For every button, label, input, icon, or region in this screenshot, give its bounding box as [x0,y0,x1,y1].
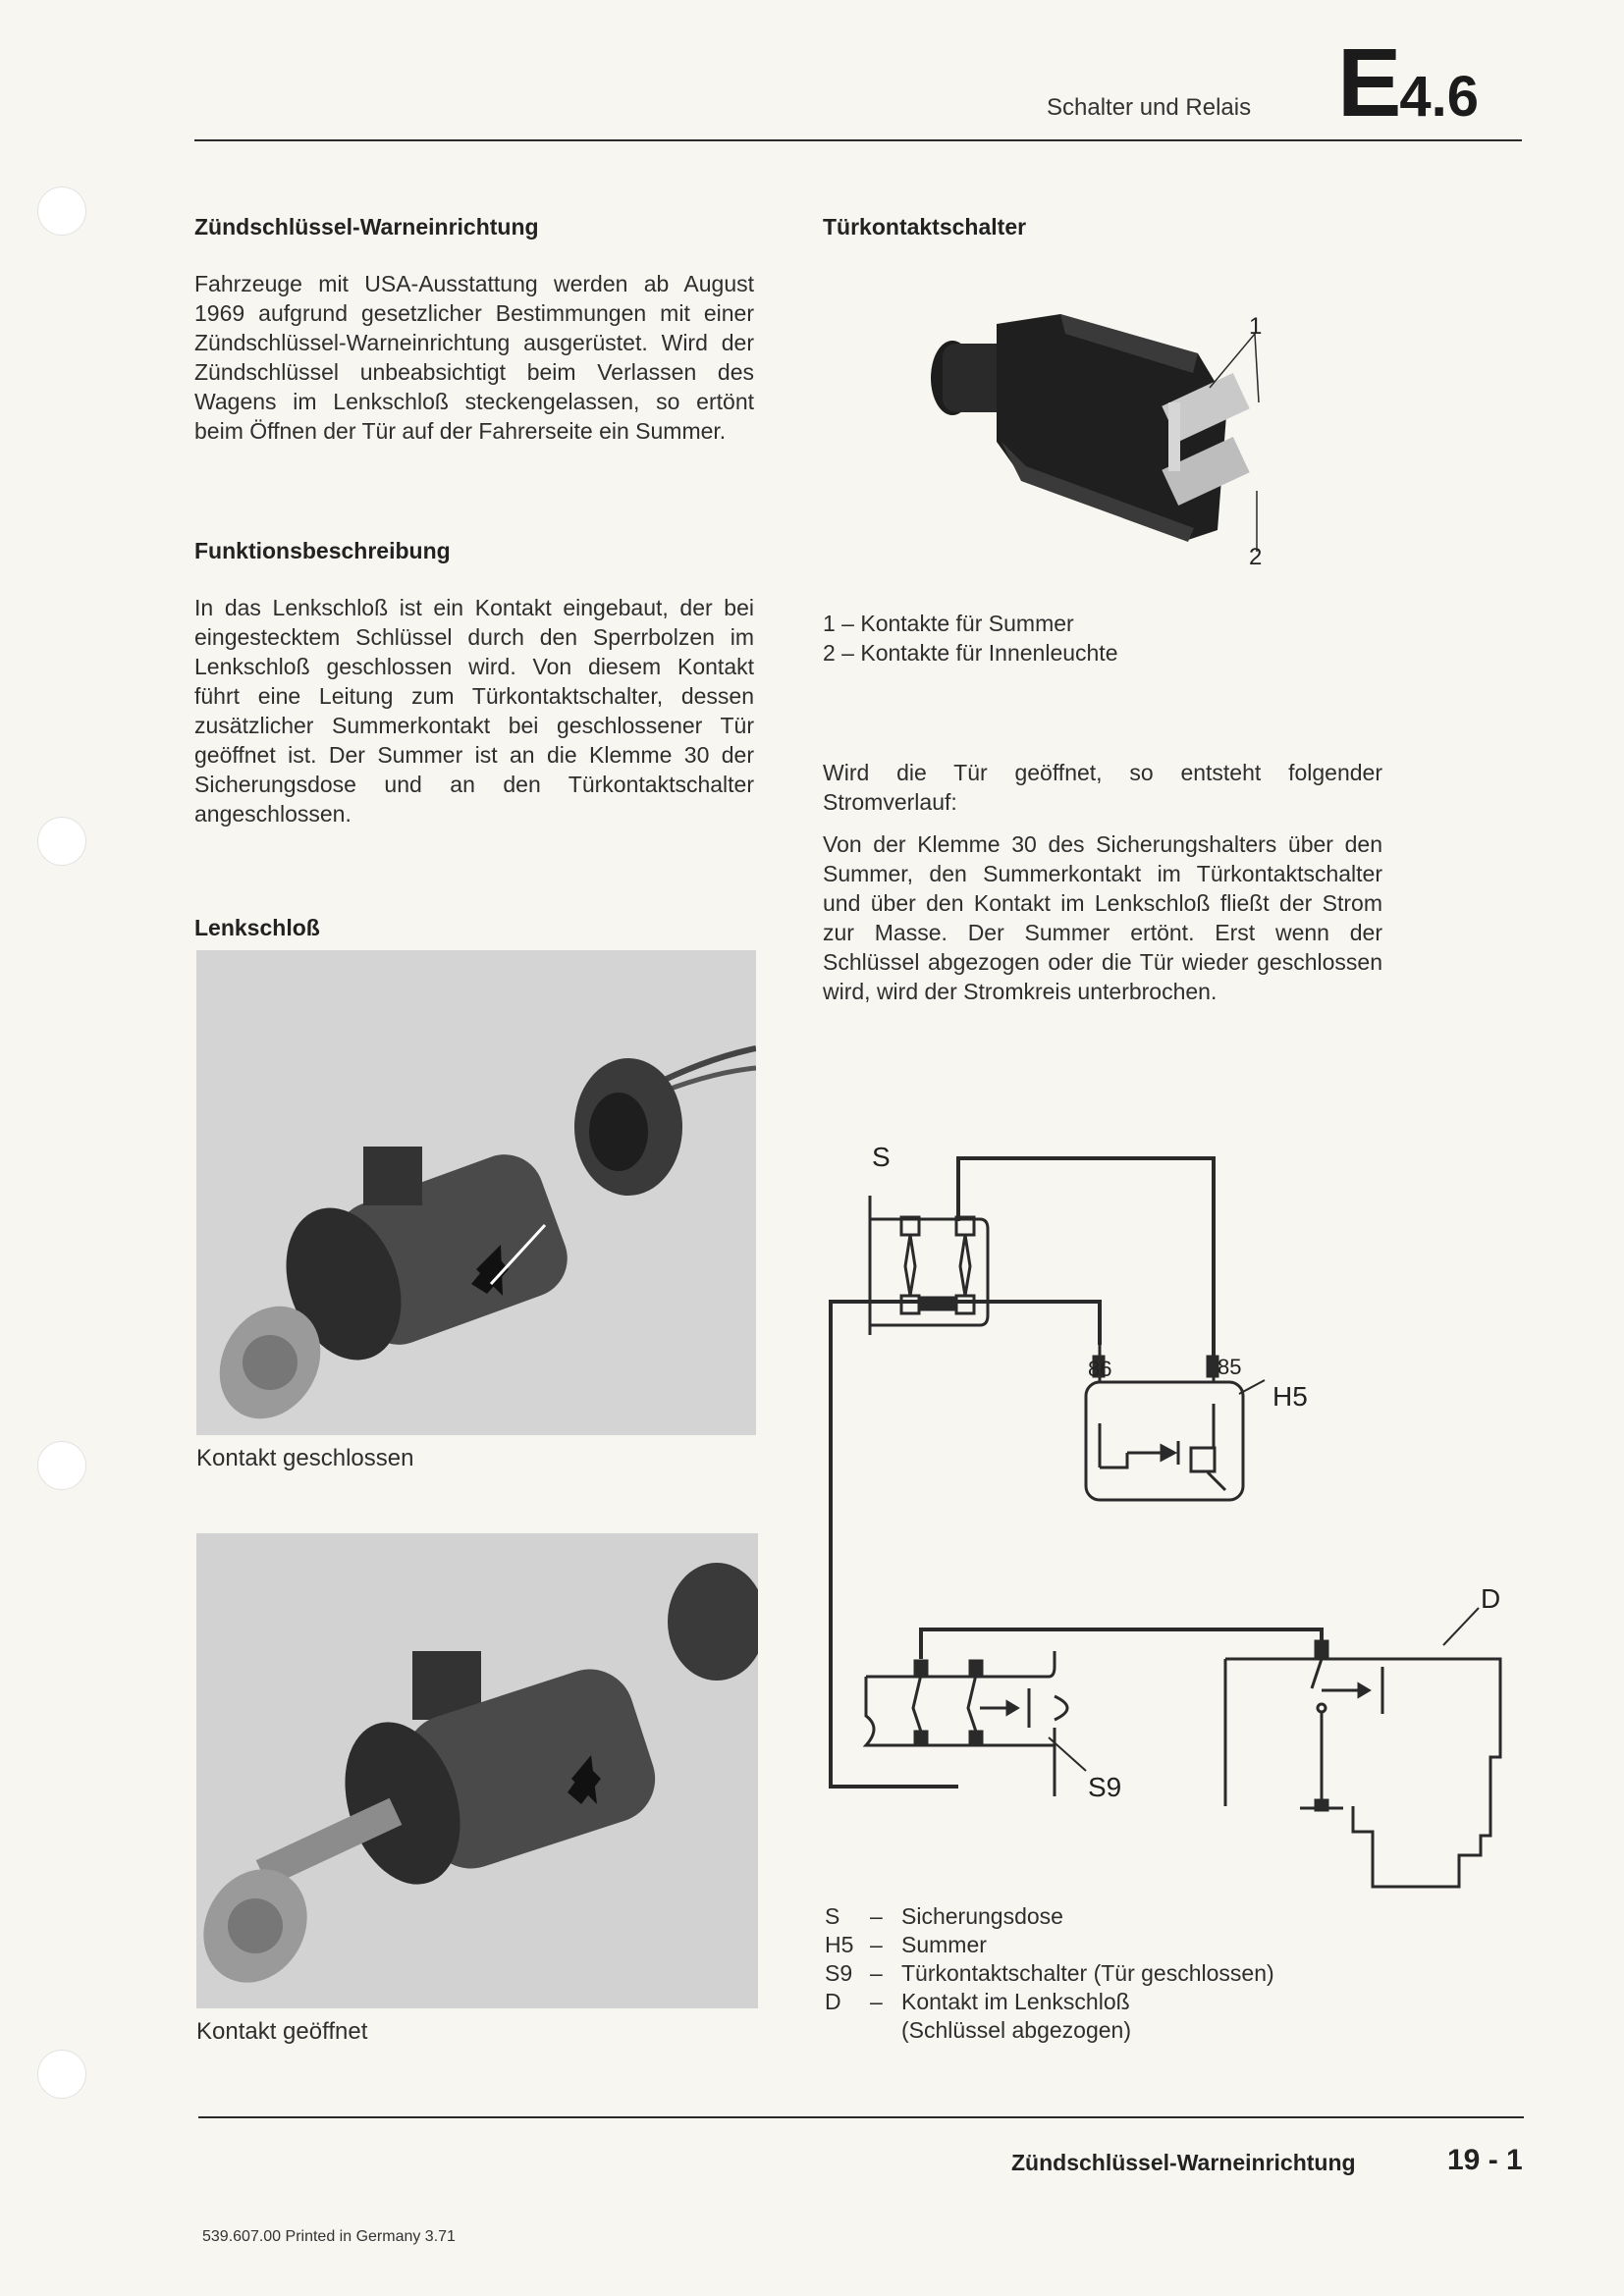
door-contact-switch-s9 [866,1651,1067,1796]
current-paragraph: Von der Klemme 30 des Sicherungshalters über den Summer, den Summerkontakt im Türkontaktschalter und über den Kontakt im Lenkschloß fließt der Strom zur Masse. Der Summer ertönt. Erst wenn der Schlüssel abgezogen oder die Tür wieder geschlossen wird, wird der Stromkreis unterbrochen. [823,831,1382,1004]
footer-rule [198,2116,1524,2118]
steering-lock-contact-d [1225,1641,1500,1887]
legend-row [825,1959,1274,1988]
photo1-caption: Kontakt geschlossen [196,1445,414,1471]
switch-legend [823,609,1118,667]
switch-legend-item: 1 – Kontakte für Summer [823,611,1074,636]
legend-key: S [825,1903,840,1929]
footer-page-number: 19 - 1 [1447,2144,1523,2176]
steering-lock-photo-open [196,1533,758,2008]
wiring-diagram [823,1129,1530,1895]
punch-hole-bottom [37,2050,86,2099]
footer-print-info: 539.607.00 Printed in Germany 3.71 [202,2228,456,2245]
function-paragraph: In das Lenkschloß ist ein Kontakt eingebaut, der bei eingestecktem Schlüssel durch den Sperrbolzen im Lenkschloß geschlossen wird. Von diesem Kontakt führt eine Leitung zum Türkontaktschalter, dessen zusätzlicher Summerkontakt bei geschlossener Tür geöffnet ist. Der Summer ist an die Klemme 30 der Sicherungsdose und an den Türkontaktschalter angeschlossen. [194,595,754,827]
photo2-caption: Kontakt geöffnet [196,2018,368,2045]
legend-key: D [825,1989,841,2014]
legend-desc: Türkontaktschalter (Tür geschlossen) [901,1960,1274,1986]
legend-dash: – [870,1989,883,2014]
legend-key [825,2016,870,2045]
diagram-label-85: 85 [1218,1355,1242,1379]
door-switch-body [931,314,1250,542]
steering-lock-illustration-closed [196,950,756,1435]
header-code-number: 4.6 [1399,65,1480,129]
diagram-label-s: S [872,1142,891,1172]
legend-row [825,1988,1274,2016]
legend-key: S9 [825,1960,853,1986]
header-code-letter: E [1337,28,1400,136]
legend-dash: – [870,1960,883,1986]
footer-topic: Zündschlüssel-Warneinrichtung [1011,2150,1356,2175]
lock-title: Lenkschloß [194,915,320,940]
warning-paragraph: Fahrzeuge mit USA-Ausstattung werden ab August 1969 aufgrund gesetzlicher Bestimmungen mit einer Zündschlüssel-Warneinrichtung ausgerüstet. Wird der Zündschlüssel unbeabsichtigt beim Verlassen des Wagens im Lenkschloß steckengelassen, so ertönt beim Öffnen der Tür auf der Fahrerseite ein Summer. [194,271,754,444]
legend-desc: (Schlüssel abgezogen) [901,2017,1131,2043]
diagram-label-d: D [1481,1583,1501,1614]
switch-title: Türkontaktschalter [823,214,1027,240]
callout-label-2: 2 [1249,544,1263,570]
legend-dash: – [870,1903,883,1929]
switch-legend-item: 2 – Kontakte für Innenleuchte [823,640,1118,666]
legend-dash [870,2016,901,2045]
steering-lock-illustration-open [196,1533,758,2008]
header-rule [194,139,1522,141]
punch-hole-top [37,187,86,236]
header-code [1337,27,1479,138]
legend-desc: Summer [901,1932,987,1957]
steering-lock-photo-closed [196,950,756,1435]
legend-key: H5 [825,1932,854,1957]
header-section-title: Schalter und Relais [1047,94,1252,121]
current-intro: Wird die Tür geöffnet, so entsteht folgender Stromverlauf: [823,760,1382,815]
diagram-legend [825,1902,1274,2045]
warning-title: Zündschlüssel-Warneinrichtung [194,214,539,240]
diagram-label-s9: S9 [1088,1772,1122,1802]
fuse-box-s [870,1196,988,1335]
diagram-label-86: 86 [1088,1357,1112,1381]
diagram-label-h5: H5 [1272,1381,1308,1412]
punch-hole-upper-mid [37,817,86,866]
legend-desc: Sicherungsdose [901,1903,1063,1929]
punch-hole-lower-mid [37,1441,86,1490]
function-title: Funktionsbeschreibung [194,538,451,563]
legend-desc: Kontakt im Lenkschloß [901,1989,1130,2014]
door-switch-illustration [903,294,1316,579]
legend-row [825,1931,1274,1959]
legend-row [825,1902,1274,1931]
callout-label-1: 1 [1249,313,1263,340]
legend-row [825,2016,1274,2045]
legend-dash: – [870,1932,883,1957]
